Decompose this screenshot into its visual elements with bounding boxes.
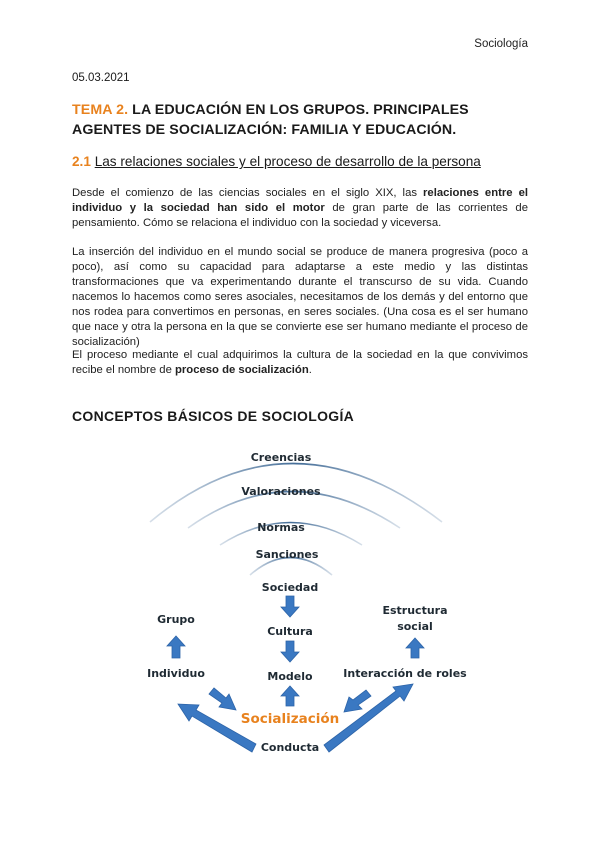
header-subject: Sociología [474, 38, 528, 50]
arrow-individuo-socializacion [209, 688, 236, 710]
paragraph-3-text-c: . [308, 364, 312, 376]
label-social: social [397, 620, 433, 633]
arrow-cultura-modelo [281, 641, 299, 662]
label-individuo: Individuo [147, 667, 205, 680]
arrow-socializacion-modelo [281, 686, 299, 706]
subsection-number: 2.1 [72, 154, 91, 169]
paragraph-3-text-a: El proceso mediante el cual adquirimos la cultura de la sociedad en la que convivimos recibe el nombre de [72, 349, 528, 376]
label-estructura: Estructura [382, 604, 448, 617]
tema-title: LA EDUCACIÓN EN LOS GRUPOS. PRINCIPALES AGENTES DE SOCIALIZACIÓN: FAMILIA Y EDUCACIÓN. [72, 102, 469, 138]
label-sociedad: Sociedad [261, 581, 319, 594]
label-normas: Normas [257, 521, 305, 534]
document-date: 05.03.2021 [72, 72, 130, 84]
label-modelo: Modelo [267, 670, 313, 683]
label-conducta: Conducta [260, 741, 320, 754]
arrow-individuo-grupo [167, 636, 185, 658]
label-sanciones: Sanciones [255, 548, 319, 561]
subsection-title: Las relaciones sociales y el proceso de desarrollo de la persona [94, 154, 481, 169]
concepts-heading: CONCEPTOS BÁSICOS DE SOCIOLOGÍA [72, 408, 355, 424]
arrow-sociedad-cultura [281, 596, 299, 617]
arrow-interaccion-estructura [406, 638, 424, 658]
label-interaccion-roles: Interacción de roles [343, 667, 467, 680]
label-valoraciones: Valoraciones [241, 485, 321, 498]
paragraph-1-text-c: de gran parte de las corrientes de pensamiento. Cómo se relaciona el individuo con la sociedad y viceversa. [72, 202, 528, 229]
tema-prefix: TEMA 2. [72, 102, 129, 118]
label-grupo: Grupo [157, 613, 195, 626]
label-creencias: Creencias [250, 451, 312, 464]
paragraph-2: La inserción del individuo en el mundo social se produce de manera progresiva (poco a poco), así como su capacidad para adaptarse a este medio y las distintas transformaciones que va experimentando durante el transcurso de su vida. Cuando nacemos lo hacemos como seres asociales, necesitamos de los demás y del entorno que nos rodea para convertimos en personas, en seres sociales. (Una cosa es el ser humano que nace y otra la persona en la que se convierte ese ser humano mediante el proceso de socialización) [72, 246, 528, 348]
arrow-interaccion-socializacion [344, 690, 371, 712]
paragraph-1-bold: relaciones entre el individuo y la sociedad han sido el motor [72, 187, 528, 214]
paragraph-1-text-a: Desde el comienzo de las ciencias sociales en el siglo XIX, las [72, 187, 424, 199]
label-cultura: Cultura [267, 625, 313, 638]
label-socializacion: Socialización [240, 711, 340, 727]
paragraph-3-bold: proceso de socialización [175, 364, 309, 376]
